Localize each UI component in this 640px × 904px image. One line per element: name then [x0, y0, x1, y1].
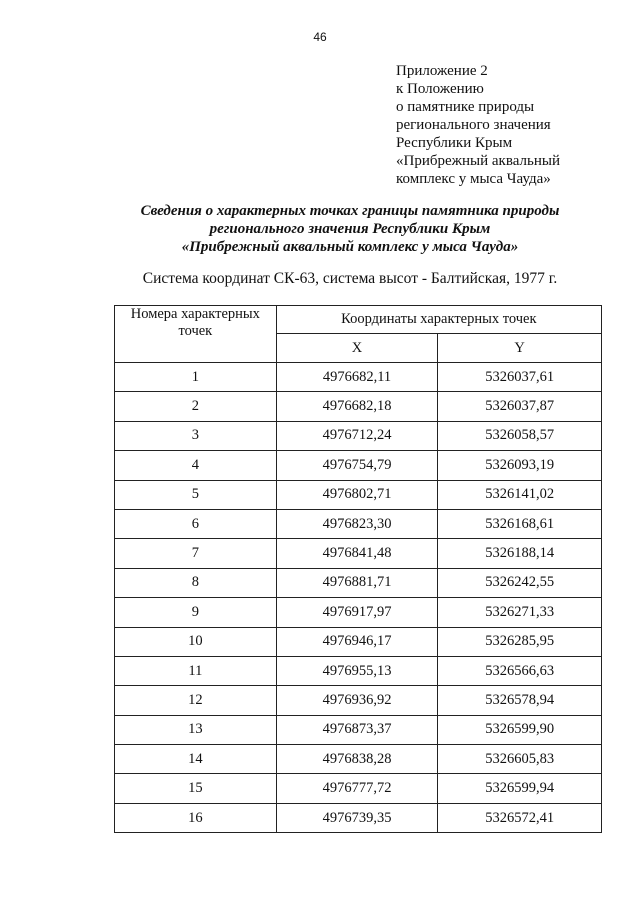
x-coordinate-cell: 4976682,18: [276, 392, 438, 421]
x-coordinate-cell: 4976823,30: [276, 509, 438, 538]
y-coordinate-cell: 5326141,02: [438, 480, 602, 509]
table-row: [115, 598, 602, 627]
x-coordinate-cell: 4976917,97: [276, 598, 438, 627]
x-coordinate-cell: 4976739,35: [276, 803, 438, 832]
table-row: [115, 451, 602, 480]
x-coordinate-cell: 4976881,71: [276, 568, 438, 597]
table-row: [115, 392, 602, 421]
header-x: X: [276, 334, 438, 363]
y-coordinate-cell: 5326605,83: [438, 745, 602, 774]
table-row: [115, 803, 602, 832]
y-coordinate-cell: 5326058,57: [438, 421, 602, 450]
table-row: [115, 745, 602, 774]
point-number-cell: 12: [115, 686, 277, 715]
table-row: [115, 539, 602, 568]
x-coordinate-cell: 4976841,48: [276, 539, 438, 568]
y-coordinate-cell: 5326599,90: [438, 715, 602, 744]
x-coordinate-cell: 4976955,13: [276, 656, 438, 685]
point-number-cell: 1: [115, 363, 277, 392]
point-number-cell: 5: [115, 480, 277, 509]
x-coordinate-cell: 4976682,11: [276, 363, 438, 392]
x-coordinate-cell: 4976936,92: [276, 686, 438, 715]
point-number-cell: 11: [115, 656, 277, 685]
point-number-cell: 9: [115, 598, 277, 627]
appendix-line: Республики Крым: [396, 135, 513, 151]
appendix-line: Приложение 2: [396, 63, 488, 79]
table-row: [115, 774, 602, 803]
x-coordinate-cell: 4976802,71: [276, 480, 438, 509]
point-number-cell: 4: [115, 451, 277, 480]
title-line: Сведения о характерных точках границы памятника природы: [140, 203, 560, 219]
appendix-line: о памятнике природы: [396, 99, 535, 115]
x-coordinate-cell: 4976777,72: [276, 774, 438, 803]
table-row: [115, 509, 602, 538]
appendix-note: [396, 62, 560, 188]
appendix-line: регионального значения: [396, 117, 551, 133]
y-coordinate-cell: 5326572,41: [438, 803, 602, 832]
y-coordinate-cell: 5326285,95: [438, 627, 602, 656]
x-coordinate-cell: 4976838,28: [276, 745, 438, 774]
header-point-numbers: Номера характерных точек: [115, 306, 277, 363]
appendix-line: комплекс у мыса Чауда»: [396, 171, 551, 187]
table-row: [115, 715, 602, 744]
table-row: [115, 480, 602, 509]
point-number-cell: 6: [115, 509, 277, 538]
point-number-cell: 16: [115, 803, 277, 832]
y-coordinate-cell: 5326242,55: [438, 568, 602, 597]
table-row: [115, 656, 602, 685]
point-number-cell: 14: [115, 745, 277, 774]
table-row: [115, 421, 602, 450]
y-coordinate-cell: 5326093,19: [438, 451, 602, 480]
title-line: «Прибрежный аквальный комплекс у мыса Чауда»: [181, 239, 519, 255]
y-coordinate-cell: 5326168,61: [438, 509, 602, 538]
y-coordinate-cell: 5326578,94: [438, 686, 602, 715]
coordinates-table: [114, 305, 602, 833]
header-coordinates: Координаты характерных точек: [276, 306, 601, 334]
y-coordinate-cell: 5326566,63: [438, 656, 602, 685]
point-number-cell: 15: [115, 774, 277, 803]
table-row: [115, 686, 602, 715]
point-number-cell: 3: [115, 421, 277, 450]
y-coordinate-cell: 5326188,14: [438, 539, 602, 568]
coordinate-system-note: Система координат СК-63, система высот - Балтийская, 1977 г.: [142, 270, 558, 287]
document-title: [60, 202, 640, 256]
title-line: регионального значения Республики Крым: [209, 221, 491, 237]
x-coordinate-cell: 4976712,24: [276, 421, 438, 450]
point-number-cell: 10: [115, 627, 277, 656]
y-coordinate-cell: 5326037,61: [438, 363, 602, 392]
point-number-cell: 8: [115, 568, 277, 597]
appendix-line: «Прибрежный аквальный: [396, 153, 560, 169]
table-row: [115, 627, 602, 656]
point-number-cell: 7: [115, 539, 277, 568]
y-coordinate-cell: 5326599,94: [438, 774, 602, 803]
x-coordinate-cell: 4976754,79: [276, 451, 438, 480]
y-coordinate-cell: 5326037,87: [438, 392, 602, 421]
table-row: [115, 568, 602, 597]
x-coordinate-cell: 4976946,17: [276, 627, 438, 656]
header-y: Y: [438, 334, 602, 363]
point-number-cell: 2: [115, 392, 277, 421]
appendix-line: к Положению: [396, 81, 484, 97]
table-row: [115, 363, 602, 392]
x-coordinate-cell: 4976873,37: [276, 715, 438, 744]
y-coordinate-cell: 5326271,33: [438, 598, 602, 627]
point-number-cell: 13: [115, 715, 277, 744]
page-number: 46: [313, 30, 327, 44]
table-body: [115, 363, 602, 833]
